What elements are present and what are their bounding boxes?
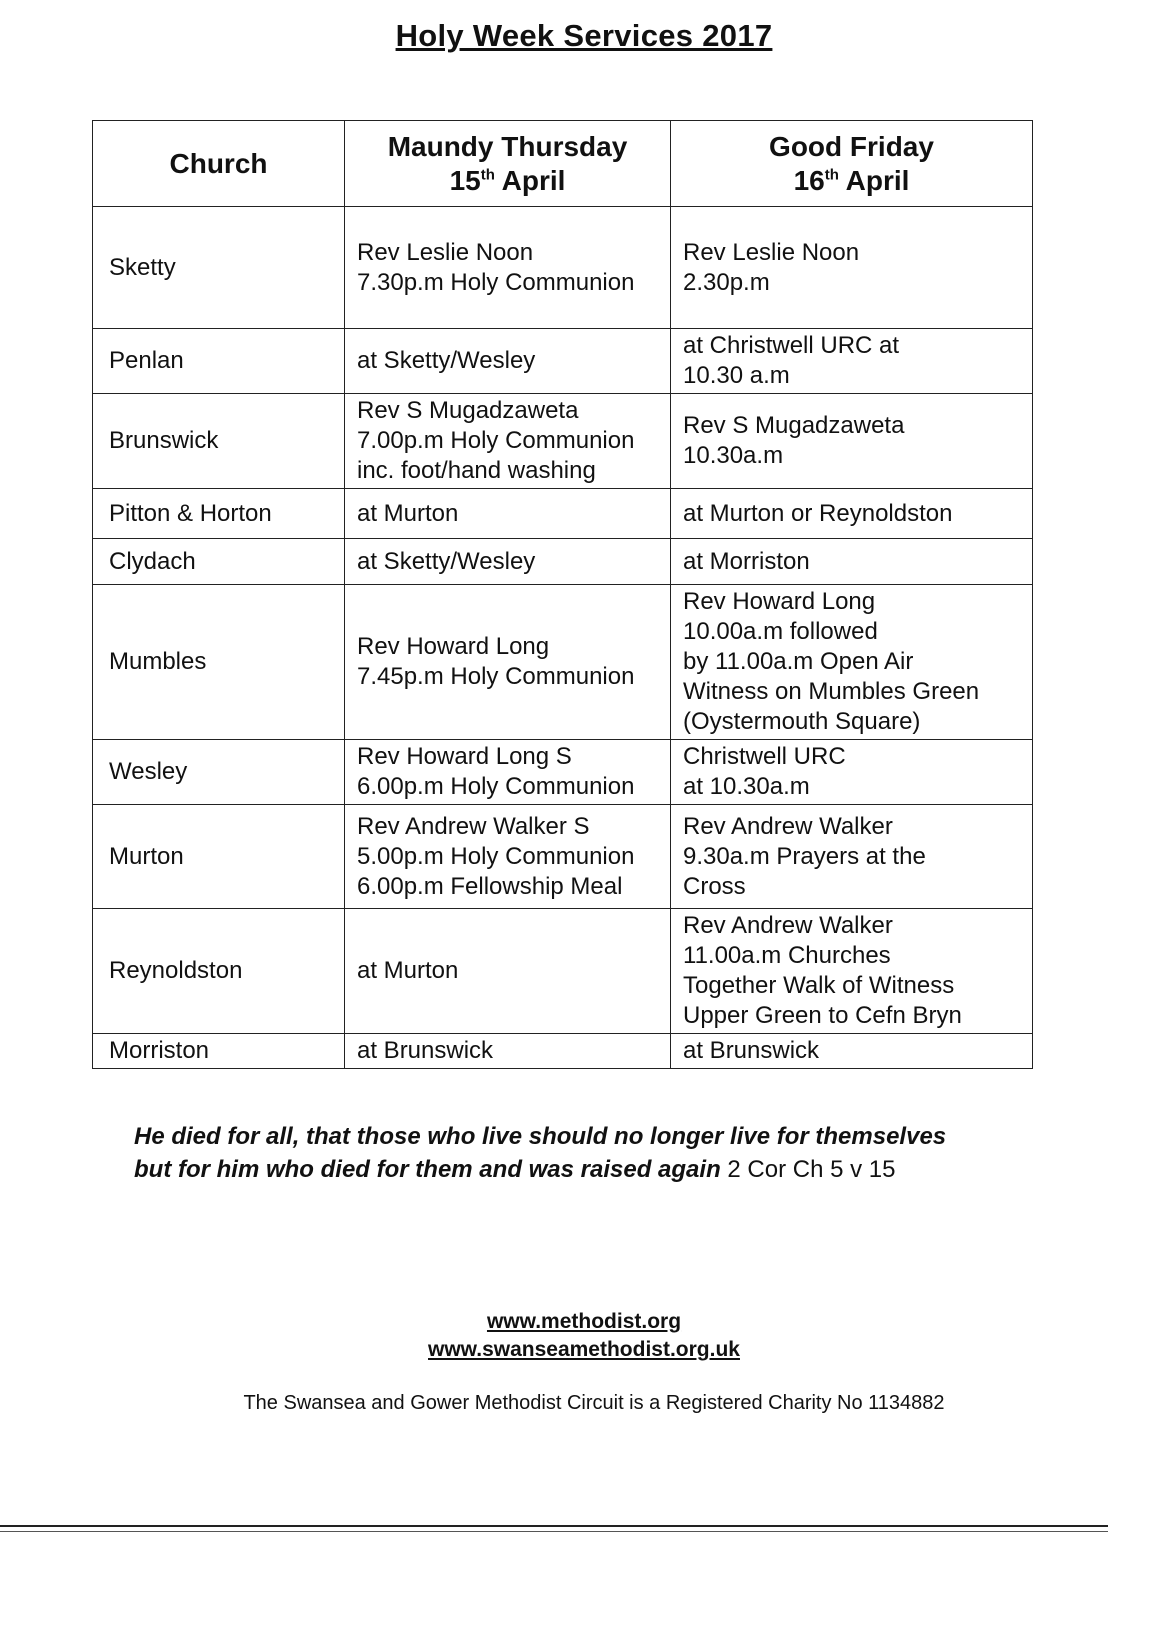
maundy-thursday-cell [345,740,671,805]
page-title: Holy Week Services 2017 [395,18,773,53]
table-row [93,539,1033,585]
header-thursday-date: 15th April [449,164,566,196]
service-line: at Sketty/Wesley [357,547,536,575]
service-line: Rev Howard Long [683,588,876,615]
service-line: Rev S Mugadzaweta [357,397,579,424]
service-line: 6.00p.m Holy Communion [357,773,635,800]
maundy-thursday-cell [345,1034,671,1069]
good-friday-cell [671,740,1033,805]
website-links [0,1308,1168,1364]
service-line: Rev Howard Long [357,633,550,660]
service-line: Together Walk of Witness [683,972,955,999]
good-friday-cell [671,585,1033,740]
header-maundy-thursday [345,121,671,207]
service-line: 7.00p.m Holy Communion [357,427,635,454]
scripture-quote [134,1120,1074,1186]
service-line: 10.00a.m followed [683,618,878,645]
table-body [93,207,1033,1069]
service-line: at Murton or Reynoldston [683,499,953,527]
table-row [93,329,1033,394]
service-line: 11.00a.m Churches [683,942,891,969]
service-line: Witness on Mumbles Green [683,678,980,705]
bottom-rule-thin [0,1531,1108,1532]
service-line: Rev Leslie Noon [683,238,860,266]
service-line: Rev Howard Long S [357,743,572,770]
maundy-thursday-cell [345,585,671,740]
quote-reference: 2 Cor Ch 5 v 15 [727,1156,896,1183]
table-row [93,585,1033,740]
service-line: 6.00p.m Fellowship Meal [357,872,623,900]
service-line: (Oystermouth Square) [683,708,921,735]
maundy-thursday-cell [345,207,671,329]
service-line: at Brunswick [683,1037,820,1064]
service-line: at Sketty/Wesley [357,347,536,374]
link-swansea-methodist[interactable]: www.swanseamethodist.org.uk [428,1338,740,1361]
church-name: Mumbles [93,585,345,740]
service-line: Rev Andrew Walker [683,912,893,939]
church-name: Pitton & Horton [93,489,345,539]
maundy-thursday-cell [345,489,671,539]
quote-line-1: He died for all, that those who live should no longer live for themselves [134,1123,947,1150]
charity-notice: The Swansea and Gower Methodist Circuit is a Registered Charity No 1134882 [243,1392,945,1414]
church-name: Sketty [93,207,345,329]
maundy-thursday-cell [345,805,671,909]
service-line: 2.30p.m [683,268,770,296]
maundy-thursday-cell [345,539,671,585]
good-friday-cell [671,329,1033,394]
header-church: Church [93,121,345,207]
link-methodist[interactable]: www.methodist.org [486,1310,682,1333]
church-name: Clydach [93,539,345,585]
church-name: Murton [93,805,345,909]
service-line: 7.30p.m Holy Communion [357,268,635,296]
church-name: Morriston [93,1034,345,1069]
maundy-thursday-cell [345,394,671,489]
service-line: at Murton [357,499,459,527]
service-line: Christwell URC [683,743,846,770]
good-friday-cell [671,1034,1033,1069]
church-name: Wesley [93,740,345,805]
good-friday-cell [671,207,1033,329]
service-line: Rev Andrew Walker [683,812,893,840]
service-line: Rev Leslie Noon [357,238,534,266]
service-line: 5.00p.m Holy Communion [357,842,635,870]
service-line: at Murton [357,957,459,984]
table-row [93,207,1033,329]
church-name: Reynoldston [93,909,345,1034]
good-friday-cell [671,909,1033,1034]
table-row [93,489,1033,539]
table-row [93,1034,1033,1069]
bottom-rule [0,1525,1108,1527]
church-name: Penlan [93,329,345,394]
header-friday-date: 16th April [793,164,910,196]
service-line: at Brunswick [357,1037,494,1064]
service-line: at Morriston [683,547,810,575]
service-line: Rev Andrew Walker S [357,812,590,840]
quote-line-2: but for him who died for them and was raised again 2 Cor Ch 5 v 15 [134,1156,896,1183]
service-line: Cross [683,872,746,900]
services-table [92,120,1033,1069]
service-line: at Christwell URC at [683,332,900,359]
service-line: 10.30a.m [683,442,784,469]
good-friday-cell [671,539,1033,585]
table-row [93,394,1033,489]
table-row [93,909,1033,1034]
service-line: 10.30 a.m [683,362,790,389]
service-line: Upper Green to Cefn Bryn [683,1002,962,1029]
service-line: by 11.00a.m Open Air [683,648,914,675]
table-row [93,805,1033,909]
good-friday-cell [671,394,1033,489]
table-header-row [93,121,1033,207]
maundy-thursday-cell [345,909,671,1034]
service-line: 7.45p.m Holy Communion [357,663,635,690]
service-line: 9.30a.m Prayers at the [683,842,926,870]
table-row [93,740,1033,805]
service-line: inc. foot/hand washing [357,457,596,484]
service-line: at 10.30a.m [683,773,810,800]
service-line: Rev S Mugadzaweta [683,412,905,439]
header-friday-title: Good Friday [769,130,934,162]
maundy-thursday-cell [345,329,671,394]
good-friday-cell [671,805,1033,909]
church-name: Brunswick [93,394,345,489]
good-friday-cell [671,489,1033,539]
header-thursday-title: Maundy Thursday [387,130,628,162]
header-good-friday [671,121,1033,207]
